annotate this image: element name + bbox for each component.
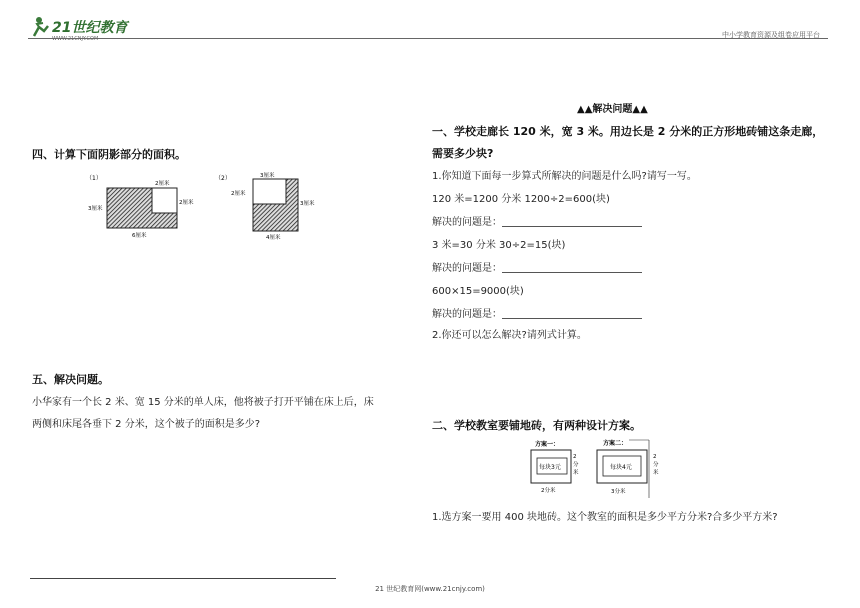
header-divider <box>28 38 828 39</box>
plan-2-side-unit-1: 分 <box>653 462 659 468</box>
plan-1-bottom-label: 2分米 <box>541 488 556 494</box>
answer-line-3 <box>432 305 642 320</box>
runner-icon <box>34 17 48 36</box>
q2-title: 二、学校教室要铺地砖，有两种设计方案。 <box>432 419 641 432</box>
plan-1-label: 方案一： <box>535 441 560 448</box>
figure-1-blank-square <box>152 188 177 213</box>
q2-sub1: 1.选方案一要用 400 块地砖。这个教室的面积是多少平方分米?合多少平方米? <box>432 512 778 523</box>
figure-2-blank-rect <box>253 179 286 204</box>
figure-1-top-label: 2厘米 <box>155 181 170 187</box>
logo-url: WWW.21CNJY.COM <box>52 36 99 42</box>
figures <box>80 166 330 244</box>
q1-sub1: 1.你知道下面每一步算式所解决的问题是什么吗?请写一写。 <box>432 171 697 182</box>
section5-text-line1: 小华家有一个长 2 米、宽 15 分米的单人床，他将被子打开平铺在床上后，床 <box>32 397 374 408</box>
figure-2 <box>215 171 315 241</box>
calc-2: 3 米=30 分米 30÷2=15(块) <box>432 240 566 251</box>
q1-line2: 需要多少块? <box>432 147 494 160</box>
answer-line-2 <box>432 259 642 274</box>
figure-2-number: （2） <box>215 175 231 182</box>
answer-blank-2[interactable] <box>502 262 642 273</box>
figure-2-bottom-label: 4厘米 <box>266 235 281 241</box>
footer-divider <box>30 578 336 579</box>
q1-line1: 一、学校走廊长 120 米，宽 3 米。用边长是 2 分米的正方形地砖铺这条走廊， <box>432 125 824 138</box>
q1-sub2: 2.你还可以怎么解决?请列式计算。 <box>432 330 587 341</box>
calc-1: 120 米=1200 分米 1200÷2=600(块) <box>432 194 610 205</box>
figure-1-right-label: 2厘米 <box>179 200 194 206</box>
right-section-title: ▲▲解决问题▲▲ <box>577 104 648 115</box>
figure-1-bottom-label: 6厘米 <box>132 233 147 239</box>
plan-1 <box>531 440 579 494</box>
section4-title: 四、计算下面阴影部分的面积。 <box>32 148 186 161</box>
figure-1 <box>86 175 194 239</box>
solved-label: 解决的问题是： <box>432 263 502 274</box>
figure-2-top-label: 3厘米 <box>260 173 275 179</box>
plan-figure <box>525 438 670 500</box>
solved-label: 解决的问题是： <box>432 217 502 228</box>
figure-2-left-label: 2厘米 <box>231 191 246 197</box>
plan-2-side-value: 2 <box>653 454 657 460</box>
answer-line-1 <box>432 213 642 228</box>
plan-2-bottom-label: 3分米 <box>611 489 626 495</box>
plan-1-side-unit-2: 米 <box>573 470 579 476</box>
plan-2-label: 方案二： <box>603 440 628 447</box>
site-name: 中小学教育资源及组卷应用平台 <box>722 31 820 39</box>
logo <box>30 14 140 44</box>
plan-2-side-unit-2: 米 <box>653 470 659 476</box>
solved-label: 解决的问题是： <box>432 309 502 320</box>
answer-blank-1[interactable] <box>502 216 642 227</box>
figure-1-number: （1） <box>86 175 102 182</box>
figure-2-right-label: 3厘米 <box>300 201 315 207</box>
plan-2 <box>597 439 659 498</box>
section5-text-line2: 两侧和床尾各垂下 2 分米，这个被子的面积是多少? <box>32 419 261 430</box>
calc-3: 600×15=9000(块) <box>432 286 524 297</box>
plan-1-side-value: 2 <box>573 454 577 460</box>
plan-1-side-unit-1: 分 <box>573 462 579 468</box>
logo-text: 21世纪教育 <box>52 20 128 36</box>
plan-1-price: 每块3元 <box>539 464 561 471</box>
plan-2-price: 每块4元 <box>610 464 632 471</box>
section5-title: 五、解决问题。 <box>32 373 109 386</box>
footer-text: 21 世纪教育网(www.21cnjy.com) <box>375 585 485 593</box>
figure-1-left-label: 3厘米 <box>88 206 103 212</box>
answer-blank-3[interactable] <box>502 308 642 319</box>
